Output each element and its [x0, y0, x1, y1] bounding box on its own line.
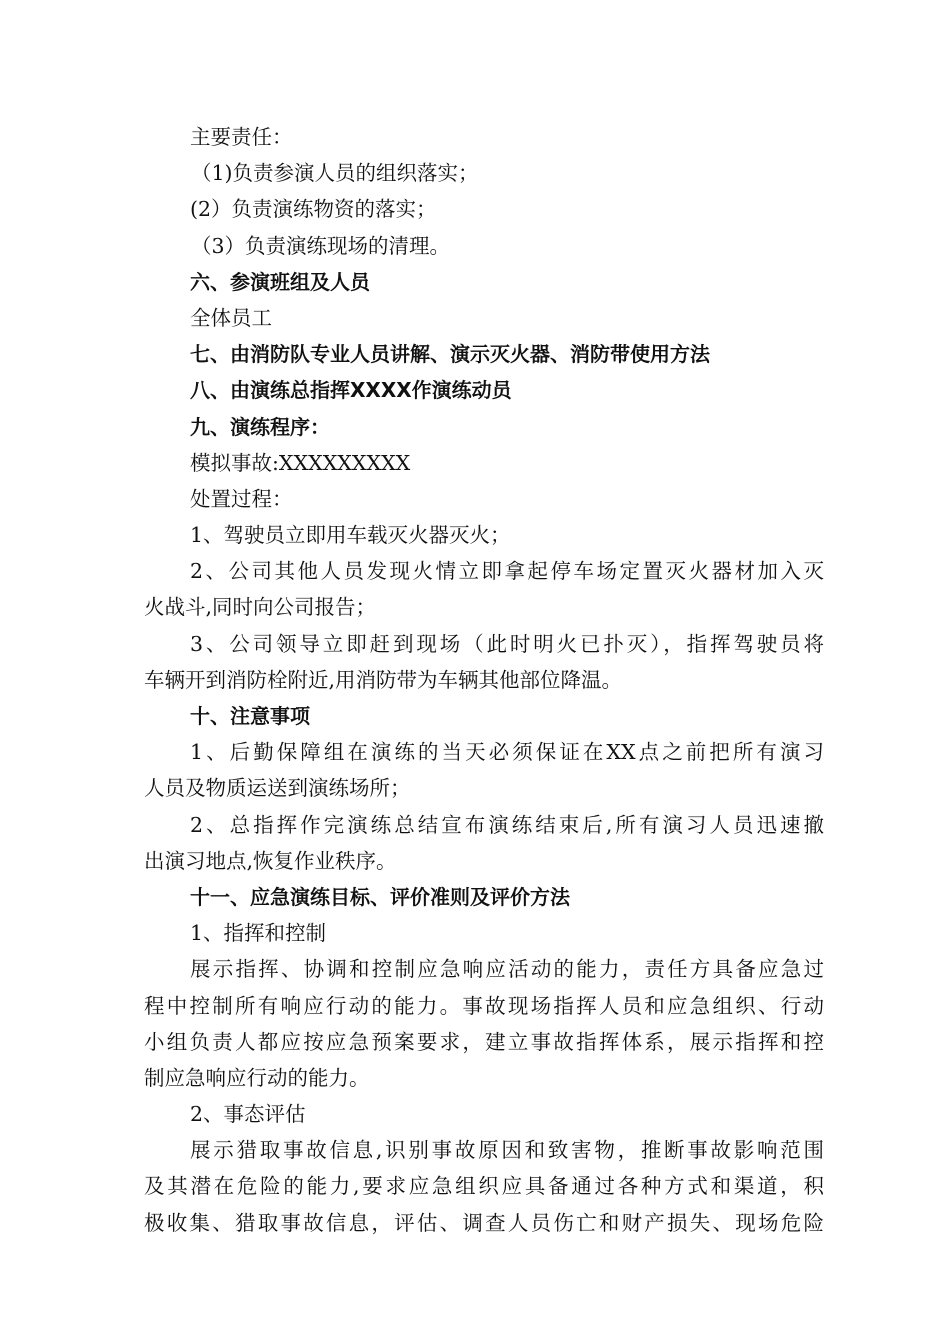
- text-line: 极收集、猎取事故信息，评估、调查人员伤亡和财产损失、现场危险: [144, 1210, 824, 1235]
- text-line: 1、后勤保障组在演练的当天必须保证在XX点之前把所有演习: [190, 740, 824, 765]
- section-heading: 七、由消防队专业人员讲解、演示灭火器、消防带使用方法: [190, 342, 710, 367]
- text-line: 3、公司领导立即赶到现场（此时明火已扑灭），指挥驾驶员将: [190, 631, 824, 656]
- text-line: 处置过程：: [190, 486, 293, 511]
- section-heading: 九、演练程序：: [190, 414, 330, 439]
- section-heading: 六、参演班组及人员: [190, 269, 370, 294]
- text-line: 2、公司其他人员发现火情立即拿起停车场定置灭火器材加入灭: [190, 559, 824, 584]
- text-line: 1、驾驶员立即用车载灭火器灭火；: [190, 523, 511, 548]
- text-line: 程中控制所有响应行动的能力。事故现场指挥人员和应急组织、行动: [144, 993, 824, 1018]
- text-line: 全体员工: [190, 305, 272, 330]
- text-line: 2、事态评估: [190, 1102, 306, 1127]
- text-line: 人员及物质运送到演练场所；: [144, 776, 411, 801]
- text-line: 展示猎取事故信息,识别事故原因和致害物，推断事故影响范围: [190, 1138, 824, 1163]
- text-line: （1)负责参演人员的组织落实；: [191, 161, 479, 186]
- document-body: [144, 119, 824, 1241]
- text-line: 及其潜在危险的能力,要求应急组织应具备通过各种方式和渠道，积: [144, 1174, 824, 1199]
- text-line: 模拟事故:XXXXXXXXX: [190, 450, 411, 475]
- text-line: 1、指挥和控制: [190, 921, 327, 946]
- text-line: 制应急响应行动的能力。: [144, 1065, 370, 1090]
- text-line: 出演习地点,恢复作业秩序。: [144, 848, 397, 873]
- text-line: (2）负责演练物资的落实；: [190, 197, 437, 222]
- text-line: 主要责任：: [190, 125, 293, 149]
- text-line: （3）负责演练现场的清理。: [191, 233, 451, 258]
- section-heading: 十、注意事项: [190, 704, 310, 728]
- text-line: 2、总指挥作完演练总结宣布演练结束后,所有演习人员迅速撤: [190, 812, 824, 837]
- section-heading: 十一、应急演练目标、评价准则及评价方法: [190, 884, 570, 909]
- text-line: 火战斗,同时向公司报告；: [144, 595, 377, 620]
- text-line: 车辆开到消防栓附近,用消防带为车辆其他部位降温。: [144, 667, 623, 692]
- section-heading: 八、由演练总指挥XXXX作演练动员: [190, 378, 512, 403]
- text-line: 小组负责人都应按应急预案要求，建立事故指挥体系，展示指挥和控: [144, 1029, 824, 1054]
- text-line: 展示指挥、协调和控制应急响应活动的能力，责任方具备应急过: [190, 957, 824, 982]
